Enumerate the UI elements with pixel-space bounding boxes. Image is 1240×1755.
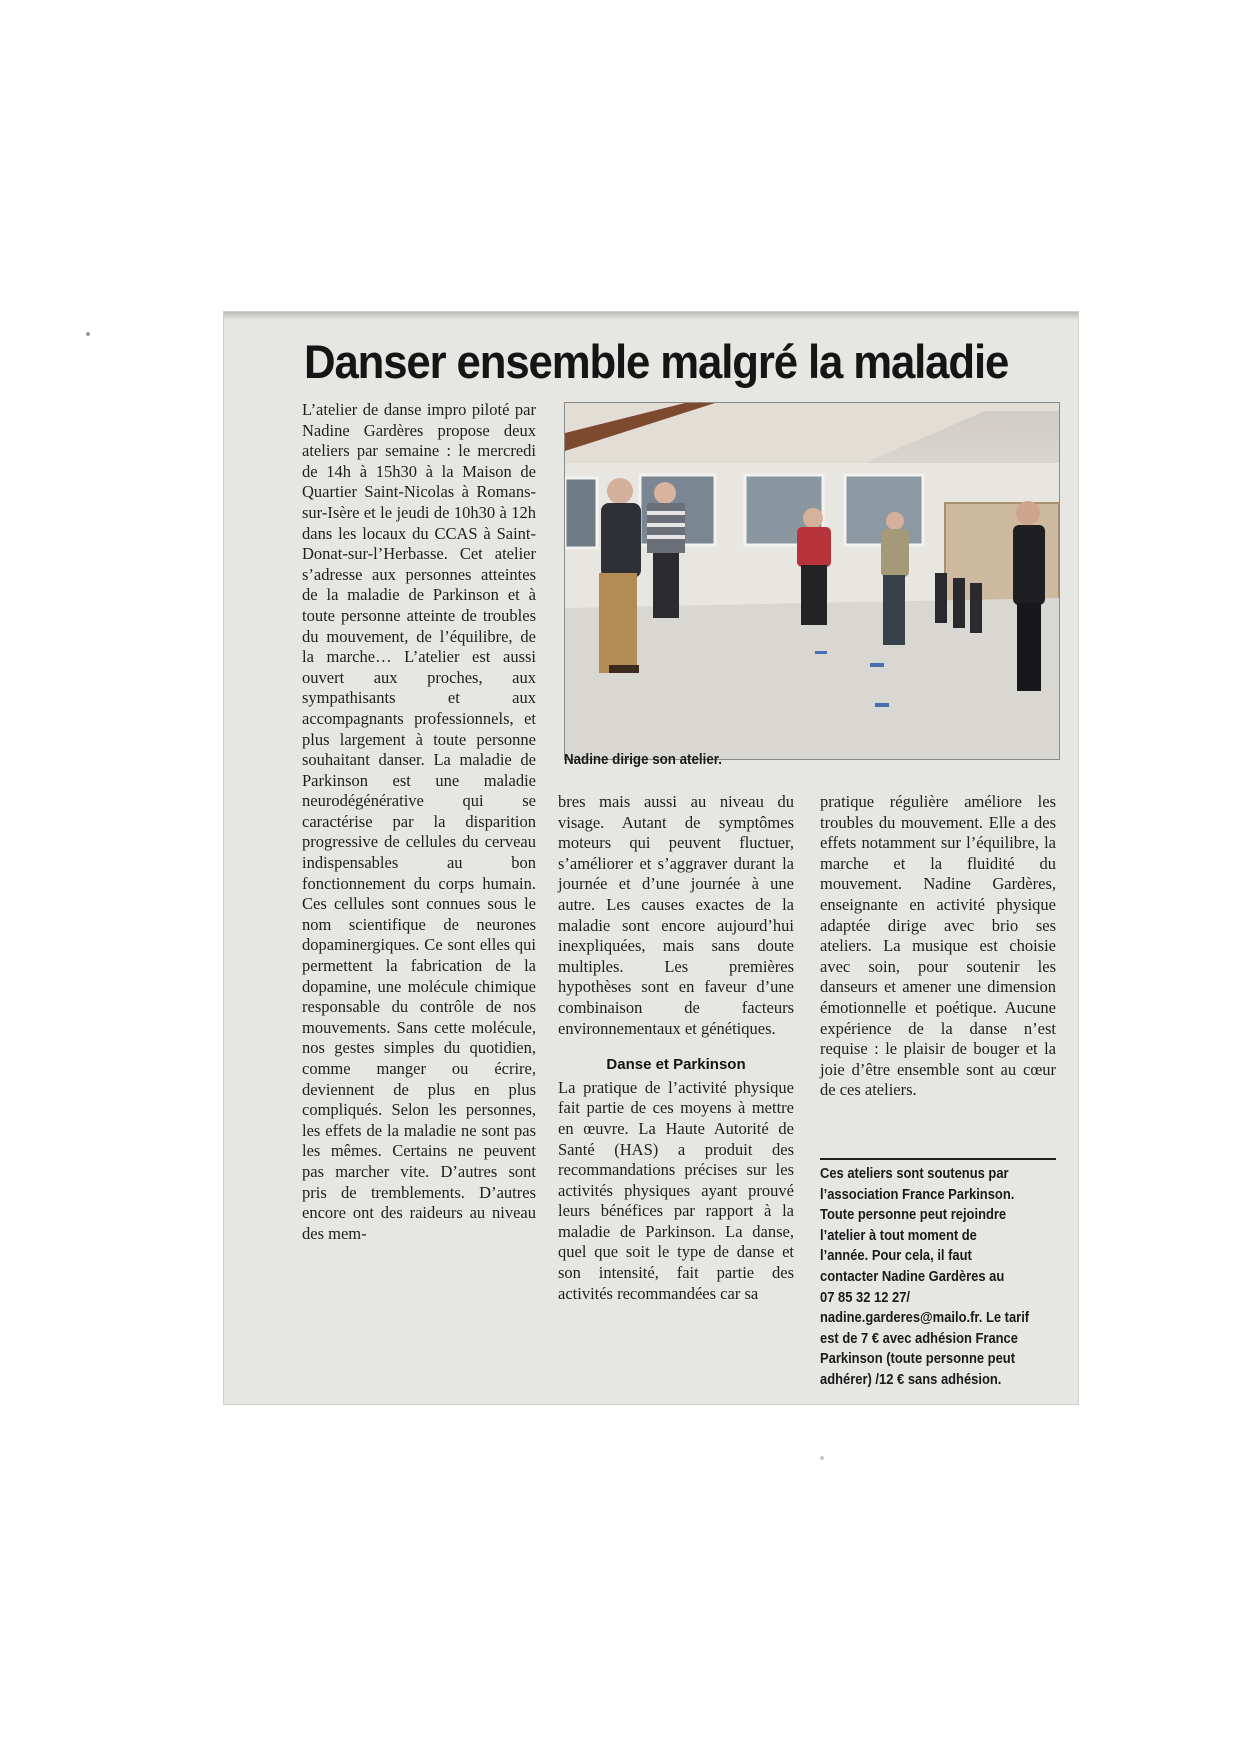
email-line: nadine.garderes@mailo.fr. Le tarif	[820, 1310, 1030, 1327]
section-subheading: Danse et Parkinson	[606, 1056, 746, 1074]
info-line: Parkinson (toute personne peut	[820, 1351, 1016, 1368]
info-line: l’année. Pour cela, il faut	[820, 1248, 972, 1265]
article-column-1	[302, 400, 536, 1390]
clipping-edge-shadow	[224, 312, 1078, 320]
info-box	[820, 1164, 1056, 1391]
article-photo	[564, 402, 1060, 760]
info-line: l’association France Parkinson.	[820, 1186, 1015, 1203]
dance-class-photo-illustration	[565, 403, 1059, 759]
info-line: est de 7 € avec adhésion France	[820, 1330, 1018, 1347]
scan-speck	[820, 1456, 824, 1460]
article-column-2	[558, 792, 794, 1392]
info-line: Toute personne peut rejoindre	[820, 1207, 1007, 1224]
newspaper-clipping	[224, 312, 1078, 1404]
article-headline: Danser ensemble malgré la maladie	[304, 335, 1009, 388]
article-column-3	[820, 792, 1056, 1152]
photo-caption: Nadine dirige son atelier.	[564, 752, 722, 768]
phone-number: 07 85 32 12 27/	[820, 1289, 911, 1306]
info-line: l’atelier à tout moment de	[820, 1227, 977, 1244]
column-2-text: bres mais aussi au niveau du visage. Autant de symptômes moteurs qui peuvent fluctuer, s’améliorer et s’aggraver durant la journée et d’une journée à une autre. Les causes exactes de la maladie sont encore aujourd’hui inexpliquées, mais sans doute multiples. Les premières hypothèses sont en faveur d’une combinaison de facteurs environnementaux et génétiques.	[558, 792, 794, 1038]
info-line: Ces ateliers sont soutenus par	[820, 1166, 1009, 1182]
info-line: contacter Nadine Gardères au	[820, 1268, 1005, 1285]
column-2-text-continued: La pratique de l’activité physique fait partie de ces moyens à mettre en œuvre. La Haute Autorité de Santé (HAS) a produit des recommandations précises sur les activités physiques ayant prouvé leurs bénéfices par rapport à la maladie de Parkinson. La danse, quel que soit le type de danse et son intensité, fait partie des activités recommandées car sa	[558, 1077, 794, 1303]
column-3-text: pratique régulière améliore les troubles du mouvement. Elle a des effets notamment sur l’équilibre, la marche et la fluidité du mouvement. Nadine Gardères, enseignante en activité physique adaptée dirige avec brio ses ateliers. La musique est choisie avec soin, pour soutenir les danseurs et amener une dimension émotionnelle et poétique. Aucune expérience de la danse n’est requise : le plaisir de bouger et la joie d’être ensemble sont au cœur de ces ateliers.	[820, 792, 1056, 1100]
scan-speck	[86, 332, 90, 336]
info-box-divider	[820, 1158, 1056, 1160]
info-line: adhérer) /12 € sans adhésion.	[820, 1371, 1002, 1388]
column-1-text: L’atelier de danse impro piloté par Nadine Gardères propose deux ateliers par semaine : le mercredi de 14h à 15h30 à la Maison de Quartier Saint-Nicolas à Romans-sur-Isère et le jeudi de 10h30 à 12h dans les locaux du CCAS à Saint-Donat-sur-l’Herbasse. Cet atelier s’adresse aux personnes atteintes de la maladie de Parkinson et à toute personne atteinte de troubles du mouvement, de l’équilibre, de la marche… L’atelier est aussi ouvert aux proches, aux sympathisants et aux accompagnants professionnels, et plus largement à toute personne souhaitant danser. La maladie de Parkinson est une maladie neurodégénérative qui se caractérise par la disparition progressive de cellules du cerveau indispensables au bon fonctionnement du corps humain. Ces cellules sont connues sous le nom scientifique de neurones dopaminergiques. Ce sont elles qui permettent la fabrication de la dopamine, une molécule chimique responsable du contrôle de nos mouvements. Sans cette molécule, nos gestes simples du quotidien, comme manger ou écrire, deviennent de plus en plus compliqués. Selon les personnes, les effets de la maladie ne sont pas les mêmes. Certains ne peuvent pas marcher vite. D’autres sont pris de tremblements. D’autres encore ont des raideurs au niveau des mem-	[302, 400, 536, 1243]
